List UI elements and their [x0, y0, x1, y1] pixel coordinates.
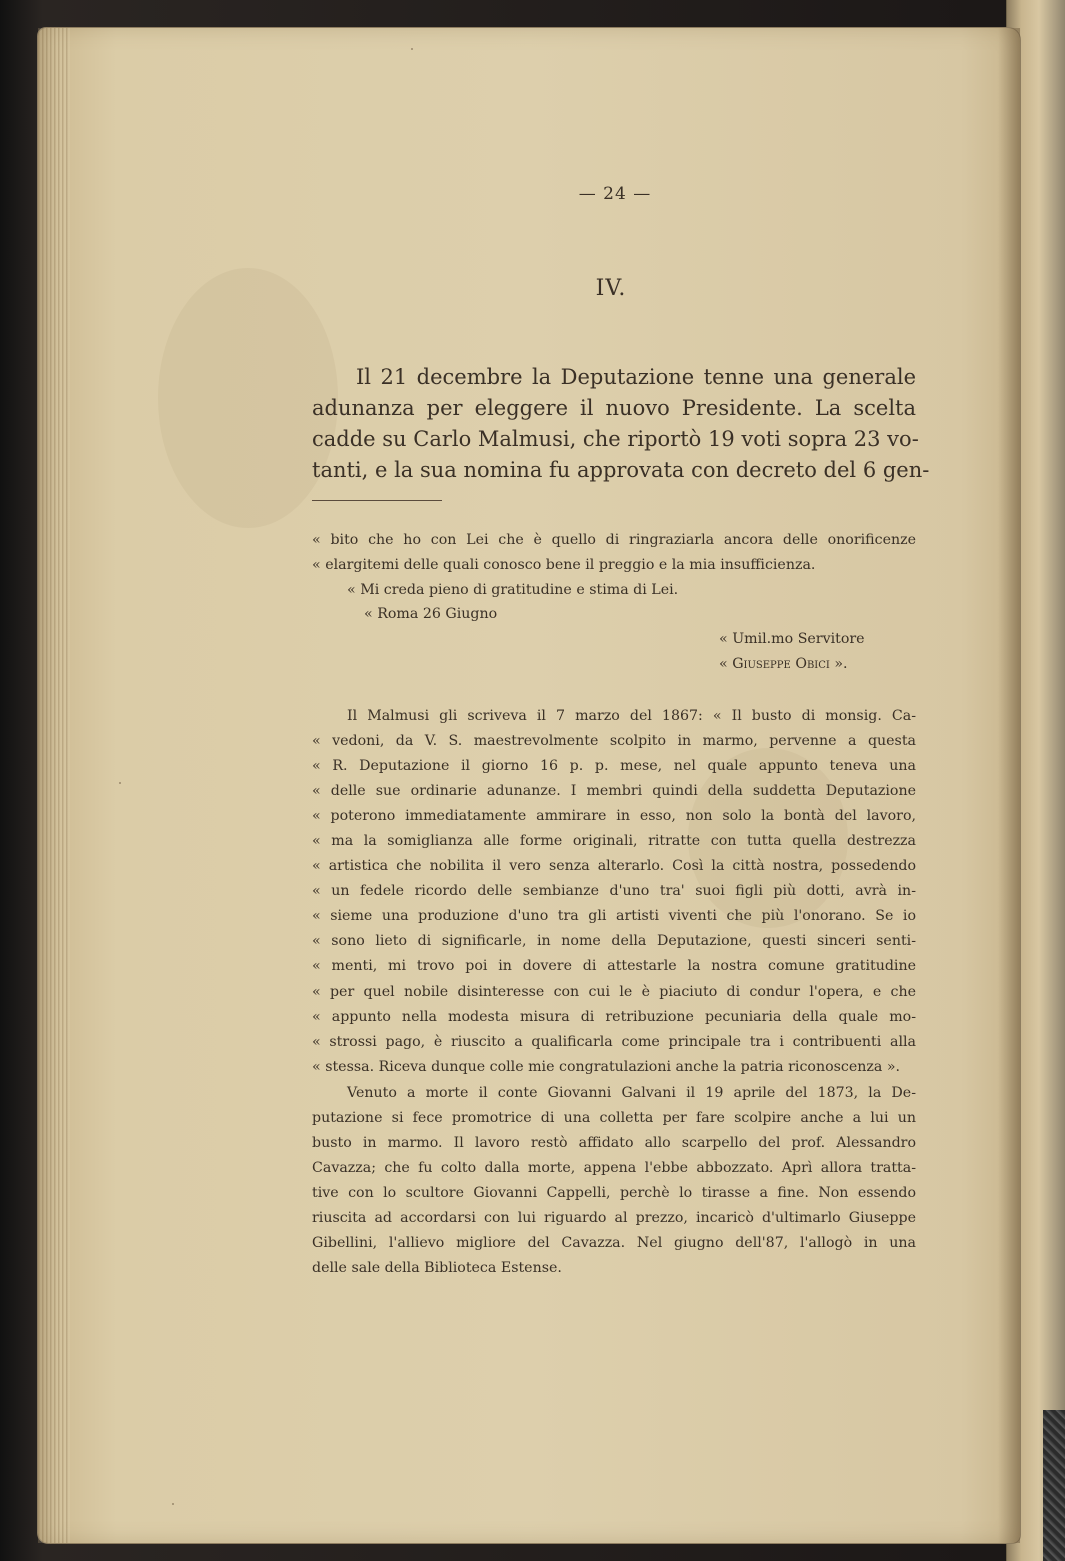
main-paragraph-line: adunanza per eleggere il nuovo Presidente. La scelta — [312, 396, 916, 420]
footnote — [312, 528, 916, 677]
letter-line: « vedoni, da V. S. maestrevolmente scolpito in marmo, pervenne a questa — [312, 733, 916, 750]
letter-line: « un fedele ricordo delle sembianze d'uno tra' suoi figli più dotti, avrà in- — [312, 883, 916, 900]
page-number: — 24 — — [578, 184, 652, 204]
closing-line: putazione si fece promotrice di una colletta per fare scolpire anche a lui un — [312, 1110, 916, 1127]
paper-mark — [411, 48, 413, 50]
closing-line: delle sale della Biblioteca Estense. — [312, 1260, 562, 1277]
letter-line: « strossi pago, è riuscito a qualificarla come principale tra i contribuenti alla — [312, 1033, 916, 1050]
main-paragraph-line: tanti, e la sua nomina fu approvata con decreto del 6 gen- — [312, 458, 930, 482]
main-paragraph-line: Il 21 decembre la Deputazione tenne una generale — [356, 365, 916, 389]
footnote-line: « elargitemi delle quali conosco bene il preggio e la mia insufficienza. — [312, 556, 816, 573]
letter-line: « sono lieto di significarle, in nome della Deputazione, questi sinceri senti- — [312, 933, 916, 950]
footnote-signature-name: « Giuseppe Obici ». — [719, 655, 848, 672]
letter-line: Il Malmusi gli scriveva il 7 marzo del 1867: « Il busto di monsig. Ca- — [347, 708, 916, 724]
closing-line: riuscita ad accordarsi con lui riguardo al prezzo, incaricò d'ultimarlo Giuseppe — [312, 1210, 916, 1227]
main-paragraph — [312, 362, 930, 486]
footnote-line: « bito che ho con Lei che è quello di ringraziarla ancora delle onorificenze — [312, 532, 916, 548]
closing-line: Gibellini, l'allievo migliore del Cavazza. Nel giugno dell'87, l'allogò in una — [312, 1235, 916, 1252]
letter-line: « stessa. Riceva dunque colle mie congratulazioni anche la patria riconoscenza ». — [312, 1058, 901, 1075]
footnote-separator — [312, 500, 442, 501]
letter-line: « R. Deputazione il giorno 16 p. p. mese, nel quale appunto teneva una — [312, 758, 916, 775]
book-page — [38, 28, 1020, 1543]
paper-mark — [172, 1503, 174, 1505]
letter-line: « poterono immediatamente ammirare in esso, non solo la bontà del lavoro, — [312, 808, 916, 825]
closing-paragraph — [312, 1081, 916, 1281]
closing-line: busto in marmo. Il lavoro restò affidato allo scarpello del prof. Alessandro — [312, 1135, 916, 1152]
letter-line: « artistica che nobilita il vero senza alterarlo. Così la città nostra, possedendo — [312, 858, 916, 875]
letter-line: « menti, mi trovo poi in dovere di attestarle la nostra comune gratitudine — [312, 958, 916, 975]
footnote-line: « Mi creda pieno di gratitudine e stima di Lei. — [347, 581, 679, 598]
letter-line: « delle sue ordinarie adunanze. I membri quindi della suddetta Deputazione — [312, 783, 916, 800]
footnote-signature-line: « Umil.mo Servitore — [719, 631, 865, 648]
letter-line: « per quel nobile disinteresse con cui le è piaciuto di condur l'opera, e che — [312, 983, 916, 1000]
section-heading: IV. — [595, 276, 627, 301]
main-paragraph-line: cadde su Carlo Malmusi, che riportò 19 voti sopra 23 vo- — [312, 427, 919, 451]
footnote-line: « Roma 26 Giugno — [364, 606, 498, 623]
closing-line: Venuto a morte il conte Giovanni Galvani il 19 aprile del 1873, la De- — [347, 1085, 916, 1101]
paper-stain — [158, 268, 338, 528]
binding-cloth — [1043, 1410, 1065, 1561]
paper-mark — [119, 782, 121, 784]
closing-line: Cavazza; che fu colto dalla morte, appena l'ebbe abbozzato. Aprì allora tratta- — [312, 1160, 916, 1177]
letter-line: « sieme una produzione d'uno tra gli artisti viventi che più l'onorano. Se io — [312, 908, 916, 925]
letter-line: « ma la somiglianza alle forme originali, ritratte con tutta quella destrezza — [312, 833, 916, 850]
letter-line: « appunto nella modesta misura di retribuzione pecuniaria della quale mo- — [312, 1008, 916, 1025]
letter-quote-paragraph — [312, 704, 916, 1080]
closing-line: tive con lo scultore Giovanni Cappelli, perchè lo tirasse a fine. Non essendo — [312, 1185, 916, 1202]
